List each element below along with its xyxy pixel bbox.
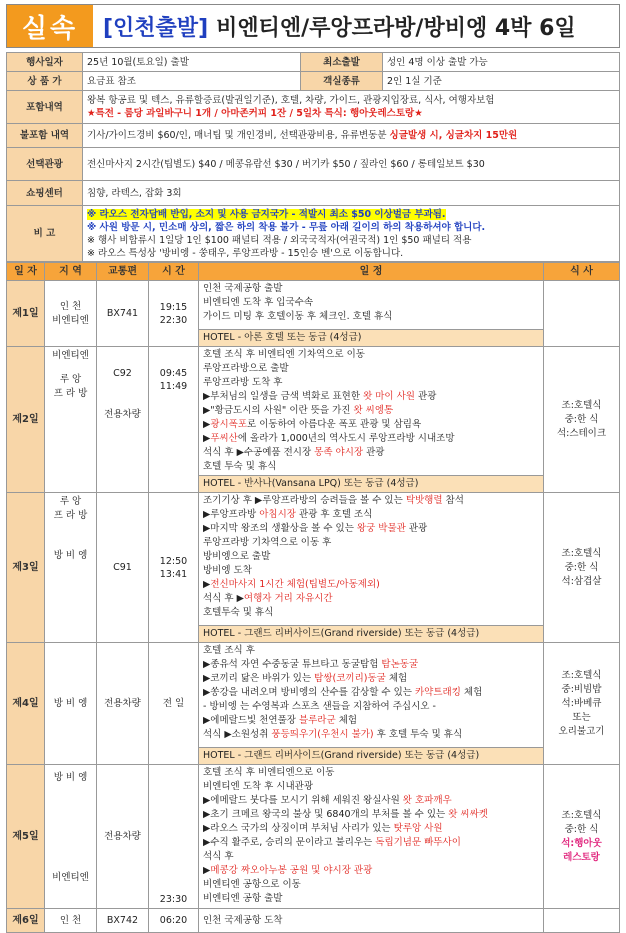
- place-text: 비엔티엔: [52, 872, 89, 883]
- plan-line: 호텔 조식 후: [203, 645, 255, 656]
- plan-line: ▶쏭강을 내려오며 방비엥의 산수를 감상할 수 있는 카약트래킹 체험: [203, 687, 483, 698]
- info-row-included: [7, 91, 620, 124]
- day-4-transport: 전용차량: [97, 643, 149, 765]
- plan-line: 비엔티엔 도착 후 입국수속: [203, 297, 314, 308]
- meal-dinner: 석:행아웃: [561, 837, 602, 849]
- note-1: ※ 라오스 전자담배 반입, 소지 및 사용 금지국가 - 적발시 최소 $50 이상벌금 부과됨.: [87, 208, 446, 220]
- meal-dinner: 석:삼겹살: [561, 575, 602, 587]
- meal-breakfast: 조:호텔식: [561, 669, 602, 681]
- day-1-plan: [199, 281, 544, 347]
- included-line-2: ★특전 - 룸당 과일바구니 1개 / 아마존커피 1잔 / 5일차 특식: 행아웃레스토랑★: [87, 108, 423, 119]
- day-5-meal: [544, 765, 620, 909]
- day-5-time: 23:30: [149, 765, 199, 909]
- plan-line: 조기기상 후 ▶루앙프라방의 승려들을 볼 수 있는 탁밧행렬 참석: [203, 495, 464, 506]
- plan-line: 루앙프라방 기차역으로 이동 후: [203, 537, 332, 548]
- day-6-transport: BX742: [97, 909, 149, 933]
- room-value: 2인 1실 기준: [383, 72, 620, 91]
- plan-line: 석식 후 ▶여행자 거리 자유시간: [203, 593, 333, 604]
- plan-line: ▶푸씨산에 올라가 1,000년의 역사도시 루앙프라방 시내조망: [203, 433, 455, 444]
- info-table: [6, 52, 620, 262]
- day-3-label: 제3일: [7, 493, 45, 643]
- day-5-plan: [199, 765, 544, 909]
- plan-line: 방비엥 도착: [203, 565, 252, 576]
- plan-line: ▶에메랄드빛 천연풀장 블루라군 체험: [203, 715, 358, 726]
- info-row-excluded: [7, 124, 620, 148]
- day-5-place: [45, 765, 97, 909]
- plan-line: 비엔티엔 공항으로 이동: [203, 879, 301, 890]
- day-2-time: [149, 347, 199, 493]
- depart-label: 행사일자: [7, 53, 83, 72]
- day-3-row: [7, 493, 620, 643]
- depart-value: 25년 10월(토요일) 출발: [83, 53, 301, 72]
- plan-line: 호텔 조식 후 비엔티엔으로 이동: [203, 767, 335, 778]
- col-time: 시 간: [149, 263, 199, 281]
- included-line-1: 왕복 항공료 및 텍스, 유류할증료(발권일기준), 호텔, 차량, 가이드, 관광지입장료, 식사, 여행자보험: [87, 95, 495, 106]
- plan-line: ▶에메랄드 붓다를 모시기 위해 세워진 왕실사원 왓 호파깨우: [203, 795, 452, 806]
- transport-text: C92: [113, 368, 132, 379]
- included-value: [83, 91, 620, 124]
- day-2-plan: [199, 347, 544, 493]
- place-text: 프 라 방: [53, 510, 88, 521]
- plan-line: ▶루앙프라방 아침시장 관광 후 호텔 조식: [203, 509, 373, 520]
- meal-breakfast: 조:호텔식: [561, 399, 602, 411]
- day-5-row: [7, 765, 620, 909]
- meal-lunch: 중:한 식: [564, 561, 599, 573]
- plan-line: 석식 ▶소원성취 풍등띄우기(우천시 불가) 후 호텔 투숙 및 휴식: [203, 729, 463, 740]
- place-text: 루 앙: [59, 496, 82, 507]
- day-6-plan: 인천 국제공항 도착: [199, 909, 544, 933]
- note-2: ※ 사원 방문 시, 민소매 상의, 짧은 하의 착용 불가 - 무릎 아래 길이의 하의 착용하셔야 합니다.: [87, 221, 486, 233]
- plan-line: ▶마지막 왕조의 생활상을 볼 수 있는 왕궁 박물관 관광: [203, 523, 428, 534]
- place-text: 인 천: [59, 300, 82, 312]
- shopping-label: 쇼핑센터: [7, 181, 83, 206]
- day-4-label: 제4일: [7, 643, 45, 765]
- meal-lunch: 중:비빔밥: [561, 683, 602, 695]
- day-3-meal: [544, 493, 620, 643]
- info-row-price: [7, 72, 620, 91]
- day-3-time: [149, 493, 199, 643]
- options-value: 전신마사지 2시간(팁별도) $40 / 메콩유람선 $30 / 버기카 $50 / 짚라인 $60 / 롱테일보트 $30: [83, 148, 620, 181]
- day-1-place: [45, 281, 97, 347]
- day-6-label: 제6일: [7, 909, 45, 933]
- room-label: 객실종류: [301, 72, 383, 91]
- meal-breakfast: 조:호텔식: [561, 547, 602, 559]
- shopping-value: 침향, 라텍스, 잡화 3회: [83, 181, 620, 206]
- day-3-place: [45, 493, 97, 643]
- time-text: 13:41: [159, 568, 188, 580]
- plan-line: 가이드 미팅 후 호텔이동 후 체크인. 호텔 휴식: [203, 311, 393, 322]
- plan-line: ▶초기 크메르 왕국의 불상 및 6840개의 부처를 볼 수 있는 왓 씨싸켓: [203, 809, 488, 820]
- notes-label: 비 고: [7, 206, 83, 262]
- plan-line: ▶수직 활주로, 승리의 문이라고 불리우는 독립기념문 빠뚜사이: [203, 837, 461, 848]
- included-label: 포함내역: [7, 91, 83, 124]
- meal-dinner: 레스토랑: [563, 851, 600, 863]
- meal-dinner: 석:바베큐: [561, 697, 602, 709]
- plan-line: 비엔티엔 도착 후 시내관광: [203, 781, 314, 792]
- time-text: 12:50: [159, 555, 188, 567]
- meal-lunch: 중:한 식: [564, 823, 599, 835]
- day-2-place: [45, 347, 97, 493]
- day-6-meal: [544, 909, 620, 933]
- excluded-text: 기사/가이드경비 $60/인, 매너팁 및 개인경비, 선택관광비용, 유류변동분: [87, 130, 390, 141]
- info-row-notes: [7, 206, 620, 262]
- meal-dinner: 석:스테이크: [556, 427, 607, 439]
- place-text: 비엔티엔: [52, 350, 89, 361]
- place-text: 방 비 엥: [53, 550, 88, 561]
- place-text: 방 비 엥: [53, 772, 88, 783]
- meal-lunch: 중:한 식: [564, 413, 599, 425]
- plan-line: ▶"황금도시의 사원" 이란 뜻을 가진 왓 씨엥통: [203, 405, 394, 416]
- day-2-label: 제2일: [7, 347, 45, 493]
- day-2-row: [7, 347, 620, 493]
- col-plan: 일 정: [199, 263, 544, 281]
- plan-line: - 방비엥 는 수영복과 스포츠 샌들을 지참하여 주십시오 -: [203, 701, 436, 712]
- plan-line: 방비엥으로 출발: [203, 551, 271, 562]
- category-badge: 실속: [7, 5, 93, 47]
- day-1-time: [149, 281, 199, 347]
- plan-line: ▶전신마사지 1시간 체험(팁별도/아동제외): [203, 579, 380, 590]
- plan-line: ▶광시폭포로 이동하여 아름다운 폭포 관광 및 삼림욕: [203, 419, 422, 430]
- day-2-transport: [97, 347, 149, 493]
- day-4-place: 방 비 엥: [45, 643, 97, 765]
- itinerary-table: [6, 262, 620, 933]
- page-title: [93, 5, 619, 47]
- day-3-transport: C91: [97, 493, 149, 643]
- plan-line: ▶메콩강 짜오아누봉 공원 및 야시장 관광: [203, 865, 373, 876]
- day-3-hotel: HOTEL - 그랜드 리버사이드(Grand riverside) 또는 동급 (4성급): [199, 625, 543, 642]
- time-text: 22:30: [159, 314, 188, 326]
- day-1-hotel: HOTEL - 아론 호텔 또는 동급 (4성급): [199, 329, 543, 346]
- day-6-row: [7, 909, 620, 933]
- plan-line: ▶부처님의 일생을 금색 벽화로 표현한 왓 마이 사원 관광: [203, 391, 437, 402]
- title-bar: [6, 4, 620, 48]
- meal-dinner-alt: 오리불고기: [558, 725, 605, 737]
- price-value: 요금표 참조: [83, 72, 301, 91]
- excluded-label: 불포함 내역: [7, 124, 83, 148]
- day-6-time: 06:20: [149, 909, 199, 933]
- place-text: 프 라 방: [53, 388, 88, 399]
- day-4-plan: [199, 643, 544, 765]
- transport-text: 전용차량: [104, 409, 141, 420]
- excluded-value: [83, 124, 620, 148]
- meal-breakfast: 조:호텔식: [561, 809, 602, 821]
- plan-line: ▶종유석 자연 수중동굴 튜브타고 동굴탐험 탐논동굴: [203, 659, 419, 670]
- day-1-transport: BX741: [97, 281, 149, 347]
- plan-line: ▶라오스 국가의 상징이며 부처님 사리가 있는 탓루앙 사원: [203, 823, 443, 834]
- day-5-transport: 전용차량: [97, 765, 149, 909]
- day-4-time: 전 일: [149, 643, 199, 765]
- plan-line: ▶코끼리 닮은 바위가 있는 탐쌍(코끼리)동굴 체험: [203, 673, 408, 684]
- min-label: 최소출발: [301, 53, 383, 72]
- col-place: 지 역: [45, 263, 97, 281]
- place-text: 루 앙: [59, 374, 82, 385]
- meal-dinner-alt: 또는: [572, 711, 591, 723]
- min-value: 성인 4명 이상 출발 가능: [383, 53, 620, 72]
- plan-line: 루앙프라방으로 출발: [203, 363, 289, 374]
- info-row-date: [7, 53, 620, 72]
- plan-line: 루앙프라방 도착 후: [203, 377, 283, 388]
- time-text: 11:49: [159, 381, 188, 392]
- title-text: 비엔티엔/루앙프라방/방비엥 4박 6일: [216, 15, 576, 41]
- plan-line: 석식 후 ▶수공예품 전시장 몽족 야시장 관광: [203, 447, 385, 458]
- col-meal: 식 사: [544, 263, 620, 281]
- price-label: 상 품 가: [7, 72, 83, 91]
- plan-line: 석식 후: [203, 851, 234, 862]
- info-row-shopping: [7, 181, 620, 206]
- plan-line: 호텔투숙 및 휴식: [203, 607, 274, 618]
- info-row-options: [7, 148, 620, 181]
- notes-value: [83, 206, 620, 262]
- day-4-row: [7, 643, 620, 765]
- time-text: 09:45: [159, 368, 188, 379]
- day-1-row: [7, 281, 620, 347]
- time-text: 19:15: [159, 301, 188, 313]
- day-1-meal: [544, 281, 620, 347]
- departure-tag: [인천출발]: [103, 15, 209, 41]
- day-3-plan: [199, 493, 544, 643]
- col-transport: 교통편: [97, 263, 149, 281]
- single-charge-text: 싱글발생 시, 싱글차지 15만원: [389, 130, 518, 141]
- options-label: 선택관광: [7, 148, 83, 181]
- plan-line: 호텔 투숙 및 휴식: [203, 461, 277, 472]
- note-3: ※ 행사 비합류시 1일당 1인 $100 패널티 적용 / 외국국적자(여권국적) 1인 $50 패널티 적용: [87, 234, 472, 246]
- note-4: ※ 라오스 특성상 '방비엥 - 쑹태우, 루앙프라방 - 15인승 벤'으로 이동합니다.: [87, 247, 404, 259]
- itinerary-header: [7, 263, 620, 281]
- day-6-place: 인 천: [45, 909, 97, 933]
- place-text: 비엔티엔: [52, 314, 89, 326]
- day-5-label: 제5일: [7, 765, 45, 909]
- day-1-label: 제1일: [7, 281, 45, 347]
- plan-line: 비엔티엔 공항 출발: [203, 893, 283, 904]
- day-4-meal: [544, 643, 620, 765]
- day-2-hotel: HOTEL - 반사나(Vansana LPQ) 또는 동급 (4성급): [199, 475, 543, 492]
- col-day: 일 자: [7, 263, 45, 281]
- plan-line: 인천 국제공항 출발: [203, 283, 283, 294]
- day-2-meal: [544, 347, 620, 493]
- day-4-hotel: HOTEL - 그랜드 리버사이드(Grand riverside) 또는 동급 (4성급): [199, 747, 543, 764]
- plan-line: 호텔 조식 후 비엔티엔 기차역으로 이동: [203, 349, 365, 360]
